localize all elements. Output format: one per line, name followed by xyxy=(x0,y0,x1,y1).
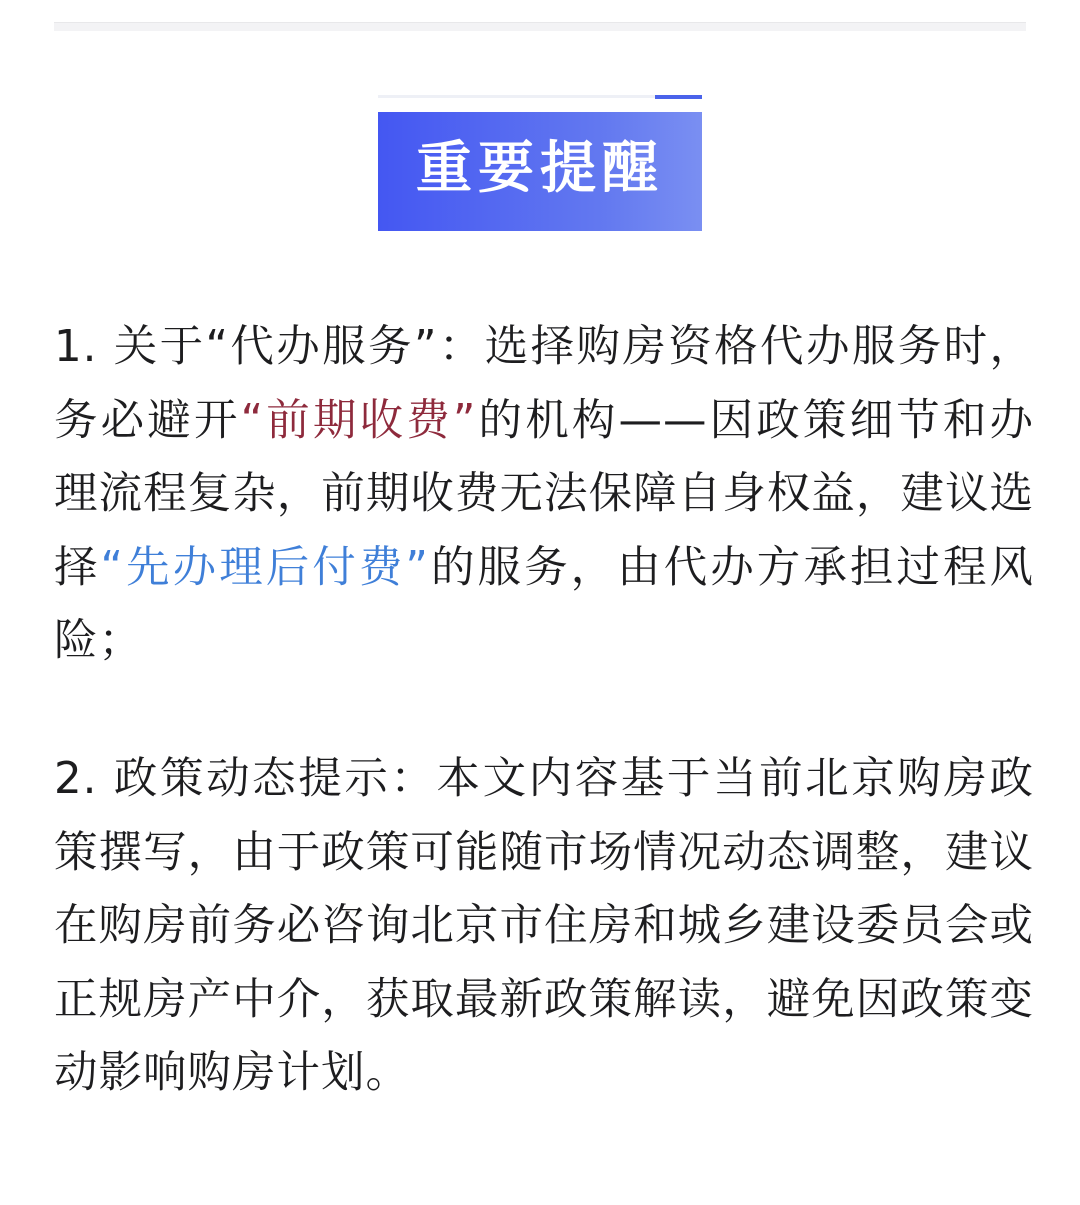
header-banner xyxy=(378,112,702,231)
paragraph-number: 2. xyxy=(54,754,114,804)
paragraph-text: 的服务，由代办方承担过程风险； xyxy=(54,542,1035,666)
paragraph-text: 关于“代办服务”：选择购房资格代办服务时，务必避开 xyxy=(54,322,1034,446)
highlight-pay-after: “先办理后付费” xyxy=(100,542,429,593)
paragraph-text: 政策动态提示：本文内容基于当前北京购房政策撰写，由于政策可能随市场情况动态调整，建议在购房前务必咨询北京市住房和城乡建设委员会或正规房产中介，获取最新政策解读，避免因政策变动影响购房计划。 xyxy=(54,754,1034,1098)
paragraph-2 xyxy=(54,743,1034,1111)
header-title: 重要提醒 xyxy=(416,135,664,201)
paragraph-number: 1. xyxy=(54,322,114,372)
paragraph-1 xyxy=(54,311,1034,679)
paragraph-text: 的机构——因政策细节和办理流程复杂，前期收费无法保障自身权益，建议选择 xyxy=(54,395,1035,593)
header-accent-mark xyxy=(655,95,702,99)
highlight-prepayment: “前期收费” xyxy=(240,395,477,446)
header-accent-line xyxy=(378,95,702,98)
top-divider xyxy=(54,22,1026,31)
